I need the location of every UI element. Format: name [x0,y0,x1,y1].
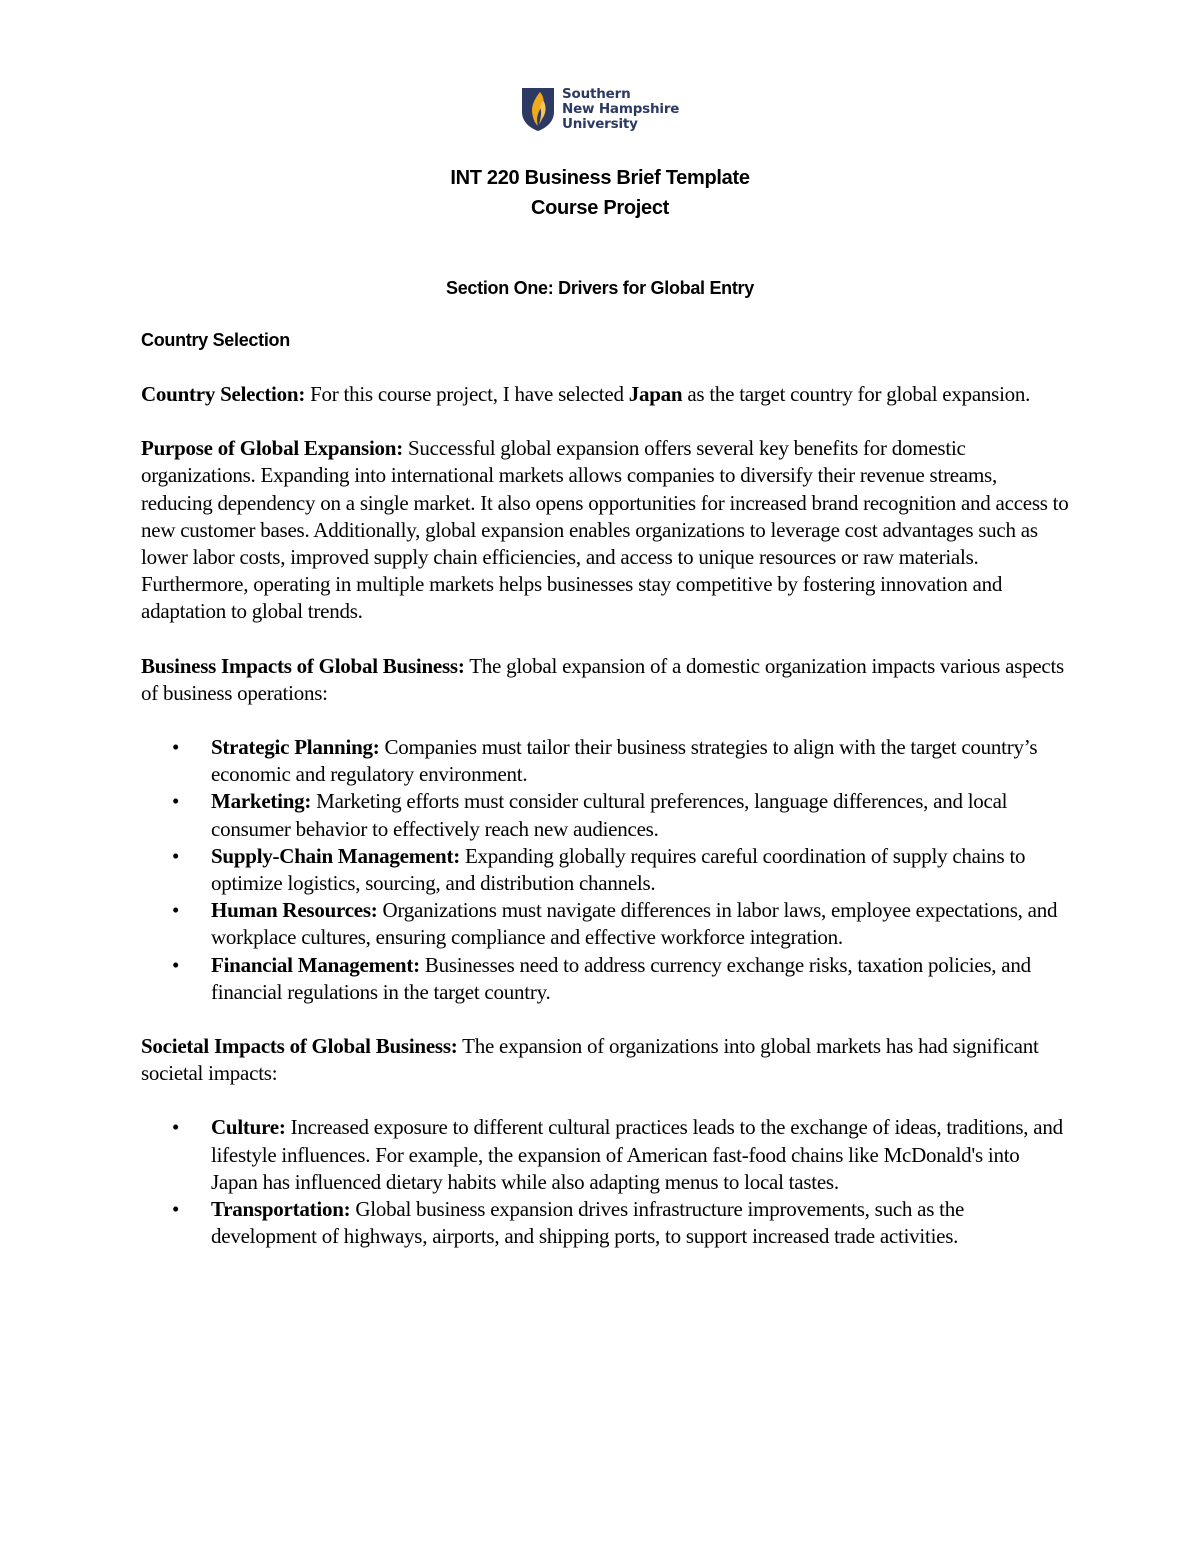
logo-wordmark [562,87,679,132]
bullet-icon: • [172,789,180,814]
list-item-text: Global business expansion drives infrastructure improvements, such as the development of highways, airports, and shipping ports, to support increased trade activities. [211,1197,965,1249]
country-selection-label: Country Selection: [141,382,306,406]
list-item-text: Expanding globally requires careful coordination of supply chains to optimize logistics, sourcing, and distribution channels. [211,843,1026,896]
bullet-icon: • [172,1197,180,1222]
list-item-label: Financial Management: [211,952,420,977]
section-heading: Section One: Drivers for Global Entry [446,278,754,298]
list-item-text: Companies must tailor their business strategies to align with the target country’s economic and regulatory environment. [211,735,1038,787]
logo-line-2: New Hampshire [562,100,680,117]
bullet-icon: • [172,898,180,923]
purpose-paragraph [141,435,1071,625]
business-impacts-paragraph [141,653,1071,707]
document-body [141,381,1071,1277]
document-title [0,163,1200,223]
title-line-2: Course Project [530,197,670,219]
list-item-label: Transportation: [211,1197,351,1222]
bullet-icon: • [172,735,180,760]
list-item [141,843,1071,897]
list-item [141,734,1071,788]
business-impacts-list [141,734,1071,1006]
purpose-text: Successful global expansion offers several key benefits for domestic organizations. Expanding into international markets allows companies to diversify their revenue streams, reducing dependency on a single market. It also opens opportunities for increased brand recognition and access to new customer bases. Additionally, global expansion enables organizations to leverage cost advantages such as lower labor costs, improved supply chain efficiencies, and access to unique resources or raw materials. Furthermore, operating in multiple markets helps businesses stay competitive by fostering innovation and adaptation to global trends. [141,436,1069,624]
sub-heading: Country Selection [141,330,290,350]
business-impacts-text: The global expansion of a domestic organization impacts various aspects of business operations: [141,653,1064,705]
country-selection-text-before: For this course project, I have selected [305,382,629,406]
list-item-label: Strategic Planning: [211,735,380,760]
bullet-icon: • [172,843,180,868]
logo-line-3: University [562,115,638,132]
country-name: Japan [628,382,683,406]
shield-flame-icon [520,86,556,132]
societal-impacts-paragraph [141,1033,1071,1087]
bullet-icon: • [172,952,180,977]
purpose-label: Purpose of Global Expansion: [141,436,403,461]
list-item-label: Culture: [211,1115,286,1140]
list-item-label: Supply-Chain Management: [211,843,460,868]
societal-impacts-list [141,1114,1071,1250]
list-item-text: Organizations must navigate differences in labor laws, employee expectations, and workplace cultures, ensuring compliance and effective workforce integration. [211,898,1058,950]
list-item-label: Human Resources: [211,898,378,923]
list-item [141,1196,1071,1250]
title-line-1: INT 220 Business Brief Template [450,167,750,189]
country-selection-text-after: as the target country for global expansion. [682,382,1031,406]
societal-impacts-text: The expansion of organizations into global markets has had significant societal impacts: [141,1034,1039,1086]
list-item [141,788,1071,842]
bullet-icon: • [172,1115,180,1140]
list-item-text: Businesses need to address currency exchange risks, taxation policies, and financial regulations in the target country. [211,952,1031,1004]
societal-impacts-label: Societal Impacts of Global Business: [141,1034,458,1059]
list-item-label: Marketing: [211,789,312,814]
university-logo [520,84,690,134]
list-item-text: Marketing efforts must consider cultural preferences, language differences, and local consumer behavior to effectively reach new audiences. [211,789,1008,841]
list-item [141,1114,1071,1196]
country-selection-paragraph [141,381,1071,408]
list-item-text: Increased exposure to different cultural practices leads to the exchange of ideas, traditions, and lifestyle influences. For example, the expansion of American fast-food chains like McDonald's into Japan has influenced dietary habits while also adapting menus to local tastes. [211,1115,1063,1194]
list-item [141,897,1071,951]
business-impacts-label: Business Impacts of Global Business: [141,653,465,678]
list-item [141,952,1071,1006]
logo-line-1: Southern [562,85,631,102]
